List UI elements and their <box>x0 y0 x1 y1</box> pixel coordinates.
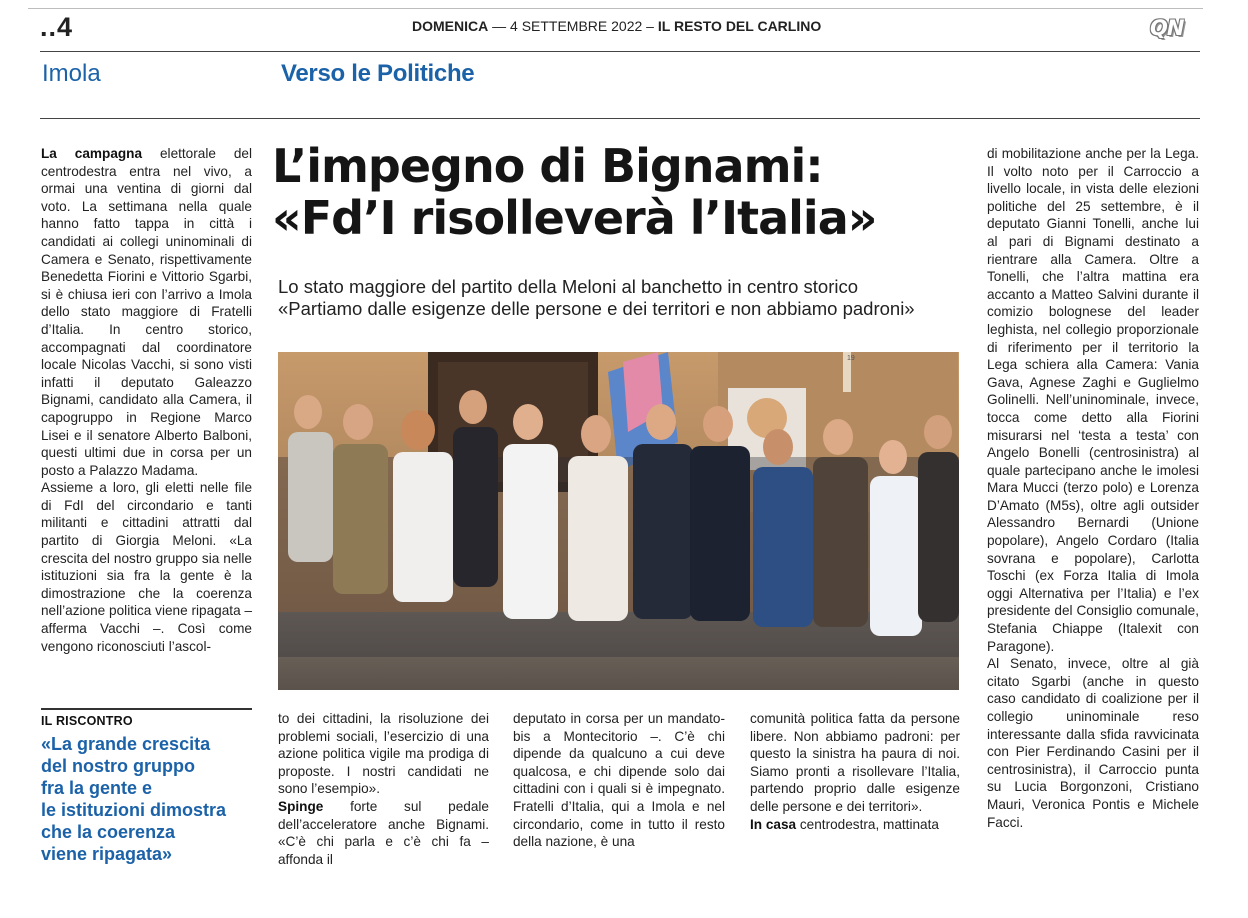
article-column-5 <box>987 145 1199 831</box>
top-rule <box>28 8 1203 9</box>
dateline-date: 4 SETTEMBRE 2022 <box>510 18 643 34</box>
headline <box>272 140 972 244</box>
dateline-day: DOMENICA <box>412 18 489 34</box>
col4-text: comunità politica fatta da persone libere. Non abbiamo padroni: per questo la sinistra ha paura di noi. Siamo pronti a risollevare l’Italia, partendo proprio dalle esigenze delle persone e dei territori». <box>750 711 960 814</box>
col5-text: di mobilitazione anche per la Lega. Il volto noto per il Carroccio a livello locale, in vista delle elezioni politiche del 25 settembre, è il deputato Gianni Tonelli, anche lui al pari di Bignami destinato a rientrare alla Camera. Oltre a Tonelli, che l’altra mattina era accanto a Matteo Salvini durante il comizio bolognese del leader leghista, nel collegio proporzionale di riferimento per il territorio la Lega schiera alla Camera: Vania Gava, Agnese Zaghi e Guglielmo Golinelli. Nell’uninominale, invece, tocca come detto alla Fiorini misurarsi nel ‘testa a testa’ con Angelo Bonelli (centrosinistra) al quale partecipano anche le imolesi Mara Mucci (terzo polo) e Lorenza D’Amato (M5s), oltre agli outsider Alessandro Bernardi (Unione popolare), Angelo Cordaro (Italia sovrana e popolare), Carlotta Toschi (ex Forza Italia di Imola oggi Alternativa per l’Italia) e l’ex presidente del Consiglio comunale, Stefania Chiappe (Italexit con Paragone). <box>987 146 1199 654</box>
subheadline-line-2: «Partiamo dalle esigenze delle persone e dei territori e non abbiamo padroni» <box>278 298 915 319</box>
subheadline-line-1: Lo stato maggiore del partito della Meloni al banchetto in centro storico <box>278 276 859 297</box>
col3-text: deputato in corsa per un mandato-bis a Montecitorio –. C’è chi dipende da qualcuno a cui deve qualcosa, e chi dipende solo dai cittadini con i quali si è impegnato. Fratelli d’Italia, qui a Imola e nel circondario, come in tutto il resto della nazione, è una <box>513 711 725 850</box>
col4-text-2: centrodestra, mattinata <box>796 816 939 832</box>
sidebox-kicker: IL RISCONTRO <box>41 714 133 728</box>
pull-quote-line: che la coerenza <box>41 822 176 842</box>
article-column-3 <box>513 710 725 851</box>
subheadline <box>278 276 968 320</box>
pull-quote-line: «La grande crescita <box>41 734 211 754</box>
section-title: Verso le Politiche <box>281 60 475 87</box>
qn-logo: QN <box>1150 16 1184 40</box>
dateline-sep: – <box>642 18 658 34</box>
col1-text: elettorale del centrodestra entra nel vivo, a ormai una ventina di giorni dal voto. La settimana nella quale hanno fatto tappa in città i candidati ai collegi uninominali di Camera e Senato, rispettivamente Benedetta Fiorini e Vittorio Sgarbi, si è chiusa ieri con l’arrivo a Imola dello stato maggiore di Fratelli d’Italia. In centro storico, accompagnati dal coordinatore locale Nicolas Vacchi, si sono visti infatti il deputato Galeazzo Bignami, candidato alla Camera, il capogruppo in Regione Marco Lisei e il senatore Alberto Balboni, questi ultimi due in corsa per un posto a Palazzo Madama. <box>41 146 252 478</box>
section-city: Imola <box>42 60 101 87</box>
section-rule <box>40 118 1200 119</box>
group-photo <box>278 352 959 690</box>
article-column-2 <box>278 710 489 868</box>
dateline-dash: — <box>488 18 511 34</box>
pull-quote-line: le istituzioni dimostra <box>41 800 227 820</box>
newspaper-name: IL RESTO DEL CARLINO <box>657 18 822 34</box>
pull-quote <box>41 733 261 865</box>
headline-line-2: «Fd’I risolleverà l’Italia» <box>272 191 877 245</box>
col2-text-2: forte sul pedale dell’acceleratore anche Bignami. «C’è chi parla e c’è chi fa – affonda il <box>278 798 489 867</box>
pull-quote-line: viene ripagata» <box>41 844 173 864</box>
sidebox-rule <box>41 708 252 710</box>
dateline <box>412 18 821 34</box>
header-rule <box>40 51 1200 52</box>
lead-in-spinge: Spinge <box>278 798 324 814</box>
col2-text: to dei cittadini, la risoluzione dei problemi sociali, l’esercizio di una azione politica vigile ma prodiga di proposte. I nostri candidati ne sono l’esempio». <box>278 711 489 797</box>
pull-quote-line: del nostro gruppo <box>41 756 195 776</box>
article-column-1 <box>41 145 252 655</box>
col5-text-2: Al Senato, invece, oltre al già citato Sgarbi (anche in questo caso candidato di coalizione per il collegio uninominale reso interessante dalla sfida ravvicinata con Pier Ferdinando Casini per il centrosinistra), il Carroccio punta su Lucia Borgonzoni, Cristiano Mauri, Veronica Pontis e Michele Facci. <box>987 656 1199 830</box>
lead-in-in-casa: In casa <box>750 816 797 832</box>
photo-poster-number: 19 <box>847 355 855 362</box>
pull-quote-line: fra la gente e <box>41 778 153 798</box>
article-column-4 <box>750 710 960 833</box>
page-number: ..4 <box>40 12 74 42</box>
col1-text-2: Assieme a loro, gli eletti nelle file di FdI del circondario e tanti militanti e cittadini attratti dal partito di Giorgia Meloni. «La crescita del nostro gruppo sia nelle istituzioni sia fra la gente è la dimostrazione che la coerenza nell’azione politica viene ripagata – afferma Vacchi –. Così come vengono riconosciuti l’ascol- <box>41 480 252 654</box>
lead-in-campaign: La campagna <box>41 146 143 161</box>
headline-line-1: L’impegno di Bignami: <box>272 139 823 193</box>
